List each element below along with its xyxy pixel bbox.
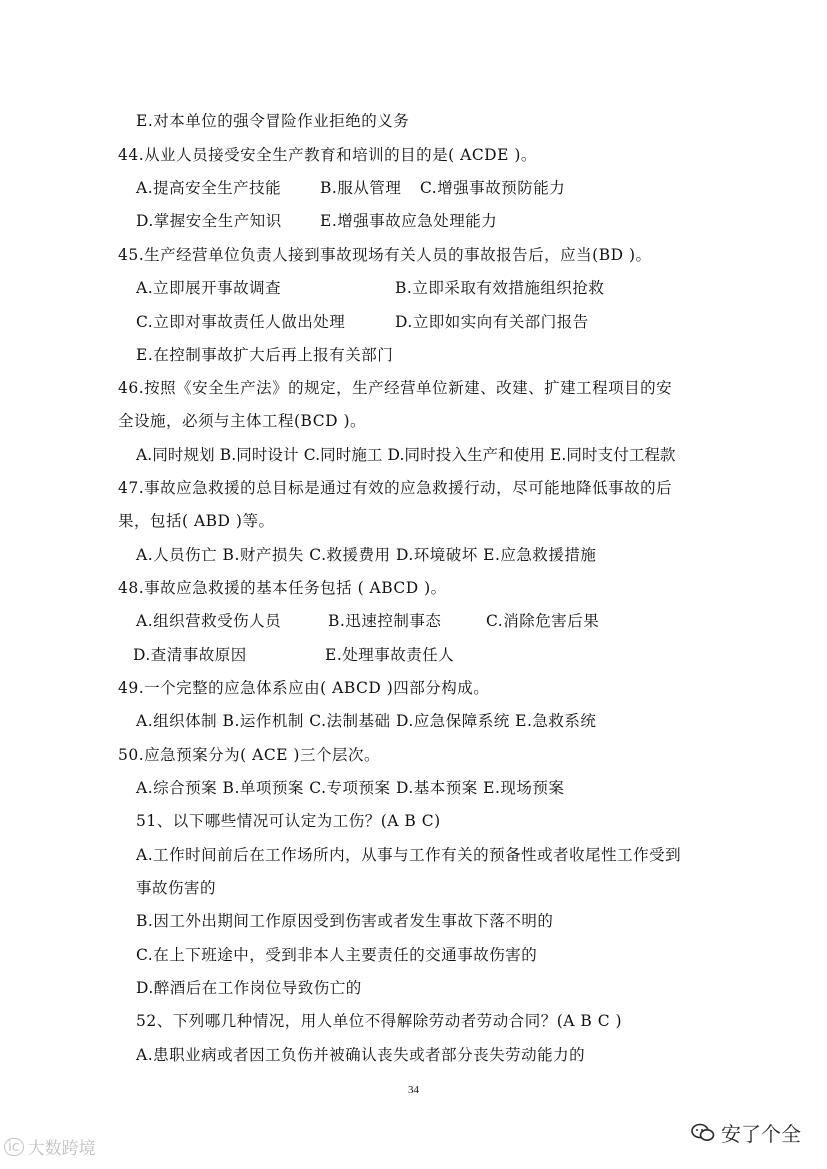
watermark-right	[691, 1118, 801, 1147]
q48-option-d: D.查清事故原因	[133, 646, 247, 664]
q45-option-b: B.立即采取有效措施组织抢救	[395, 279, 605, 297]
watermark-right-text: 安了个全	[721, 1122, 801, 1146]
watermark-left	[4, 1134, 96, 1159]
question-47-cont: 果，包括( ABD )等。	[118, 512, 275, 530]
q51-option-d: D.醉酒后在工作岗位导致伤亡的	[136, 979, 362, 997]
q48-option-a: A.组织营救受伤人员	[136, 612, 282, 630]
q45-option-a: A.立即展开事故调查	[136, 279, 282, 297]
watermark-logo-icon: ic	[4, 1138, 24, 1156]
question-44: 44.从业人员接受安全生产教育和培训的目的是( ACDE )。	[118, 146, 537, 164]
q50-options: A.综合预案 B.单项预案 C.专项预案 D.基本预案 E.现场预案	[136, 779, 565, 797]
text-line: E.对本单位的强令冒险作业拒绝的义务	[136, 112, 410, 130]
q44-option-a: A.提高安全生产技能	[136, 179, 282, 197]
q51-option-b: B.因工外出期间工作原因受到伤害或者发生事故下落不明的	[136, 912, 554, 930]
q44-option-b: B.服从管理	[320, 179, 402, 197]
q44-option-c: C.增强事故预防能力	[420, 179, 566, 197]
question-46-cont: 全设施，必须与主体工程(BCD )。	[118, 412, 366, 430]
watermark-left-text: 大数跨境	[27, 1139, 96, 1159]
question-48: 48.事故应急救援的基本任务包括 ( ABCD )。	[118, 579, 447, 597]
q52-option-a: A.患职业病或者因工负伤并被确认丧失或者部分丧失劳动能力的	[136, 1046, 586, 1064]
page-number: 34	[408, 1084, 419, 1096]
q51-option-a: A.工作时间前后在工作场所内，从事与工作有关的预备性或者收尾性工作受到	[136, 846, 682, 864]
q48-option-c: C.消除危害后果	[486, 612, 600, 630]
q44-option-d: D.掌握安全生产知识	[136, 212, 282, 230]
q48-option-e: E.处理事故责任人	[325, 646, 455, 664]
question-45: 45.生产经营单位负责人接到事故现场有关人员的事故报告后，应当(BD )。	[118, 246, 652, 264]
q44-option-e: E.增强事故应急处理能力	[320, 212, 498, 230]
q48-option-b: B.迅速控制事态	[328, 612, 442, 630]
question-50: 50.应急预案分为( ACE )三个层次。	[118, 746, 380, 764]
question-52: 52、下列哪几种情况，用人单位不得解除劳动者劳动合同？(A B C )	[136, 1012, 623, 1030]
q45-option-d: D.立即如实向有关部门报告	[395, 313, 589, 331]
q47-options: A.人员伤亡 B.财产损失 C.救援费用 D.环境破坏 E.应急救援措施	[136, 546, 597, 564]
q49-options: A.组织体制 B.运作机制 C.法制基础 D.应急保障系统 E.急救系统	[136, 712, 597, 730]
question-46: 46.按照《安全生产法》的规定，生产经营单位新建、改建、扩建工程项目的安	[118, 379, 673, 397]
question-51: 51、以下哪些情况可认定为工伤？(A B C)	[136, 812, 441, 830]
question-47: 47.事故应急救援的总目标是通过有效的应急救援行动，尽可能地降低事故的后	[118, 479, 673, 497]
q45-option-c: C.立即对事故责任人做出处理	[136, 313, 346, 331]
question-49: 49.一个完整的应急体系应由( ABCD )四部分构成。	[118, 679, 490, 697]
q45-option-e: E.在控制事故扩大后再上报有关部门	[136, 346, 394, 364]
q46-options: A.同时规划 B.同时设计 C.同时施工 D.同时投入生产和使用 E.同时支付工程款	[136, 446, 676, 464]
q51-option-c: C.在上下班途中，受到非本人主要责任的交通事故伤害的	[136, 946, 538, 964]
q51-option-a-cont: 事故伤害的	[136, 879, 217, 897]
wechat-icon	[691, 1123, 715, 1143]
